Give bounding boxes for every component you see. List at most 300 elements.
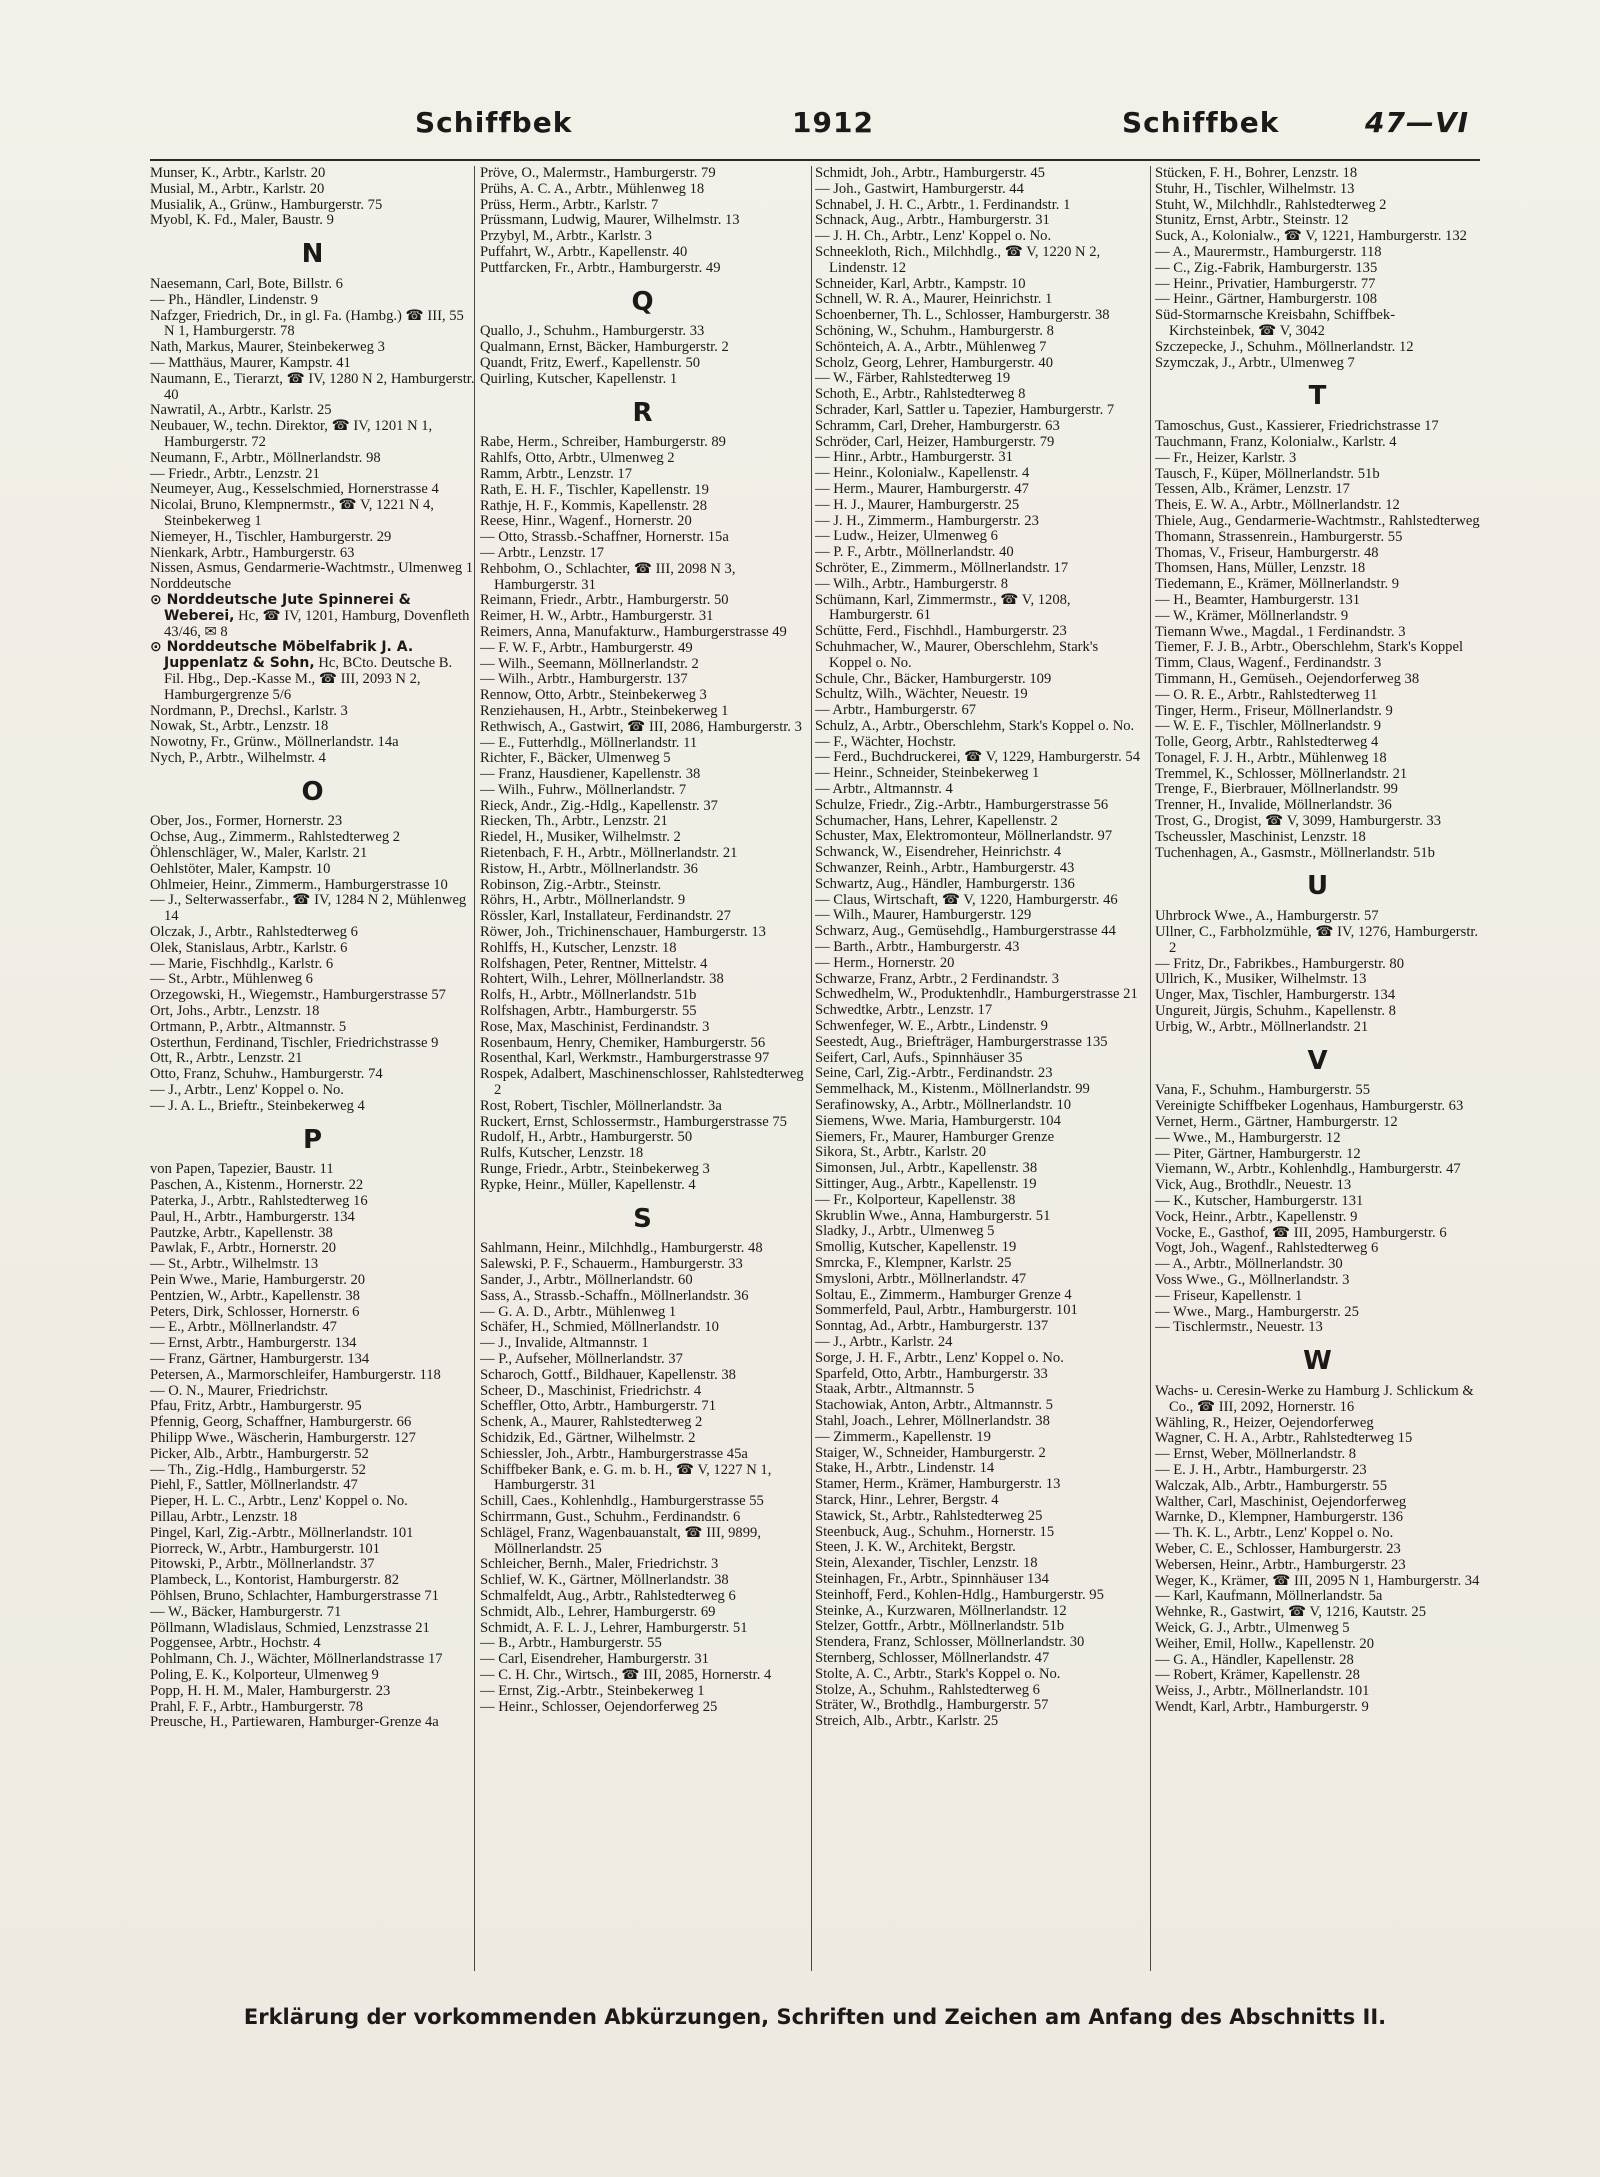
directory-entry: — Fritz, Dr., Fabrikbes., Hamburgerstr. 80: [1155, 955, 1405, 972]
directory-entry: Tolle, Georg, Arbtr., Rahlstedterweg 4: [1155, 734, 1379, 751]
directory-entry: Vernet, Herm., Gärtner, Hamburgerstr. 12: [1155, 1114, 1398, 1131]
directory-entry: Wehnke, R., Gastwirt, ☎ V, 1216, Kautstr. 25: [1155, 1604, 1427, 1621]
directory-entry: Sternberg, Schlosser, Möllnerlandstr. 47: [815, 1649, 1050, 1666]
directory-entry: Trenge, F., Bierbrauer, Möllnerlandstr. 99: [1155, 781, 1398, 798]
directory-entry: Schulze, Friedr., Zig.-Arbtr., Hamburgerstrasse 56: [815, 796, 1109, 813]
directory-entry: Stendera, Franz, Schlosser, Möllnerlandstr. 30: [815, 1634, 1085, 1651]
directory-entry: Wähling, R., Heizer, Oejendorferweg: [1155, 1414, 1374, 1431]
directory-entry: Popp, H. H. M., Maler, Hamburgerstr. 23: [150, 1682, 391, 1699]
directory-entry: Sorge, J. H. F., Arbtr., Lenz' Koppel o. No.: [815, 1349, 1064, 1366]
directory-entry: — Franz, Hausdiener, Kapellenstr. 38: [480, 766, 701, 783]
directory-entry: Sträter, W., Brothdlg., Hamburgerstr. 57: [815, 1697, 1049, 1714]
directory-entry: — W., Krämer, Möllnerlandstr. 9: [1155, 607, 1349, 624]
directory-entry: Vick, Aug., Brothdlr., Neuestr. 13: [1155, 1177, 1352, 1194]
directory-entry: — Wilh., Arbtr., Hamburgerstr. 137: [480, 671, 688, 688]
directory-entry: Schöning, W., Schuhm., Hamburgerstr. 8: [815, 322, 1054, 339]
directory-entry: Schiessler, Joh., Arbtr., Hamburgerstrasse 45a: [480, 1445, 748, 1462]
section-letter: O: [301, 776, 324, 807]
directory-entry: Poling, E. K., Kolporteur, Ulmenweg 9: [150, 1666, 379, 1683]
directory-entry: Reimers, Anna, Manufakturw., Hamburgerstrasse 49: [480, 623, 787, 640]
directory-entry: Schuhmacher, W., Maurer, Oberschlehm, Stark's Koppel o. No.: [815, 638, 1099, 671]
directory-entry: — Tischlermstr., Neuestr. 13: [1155, 1319, 1323, 1336]
directory-entry: Röwer, Joh., Trichinenschauer, Hamburgerstr. 13: [480, 924, 766, 941]
directory-entry: Weger, K., Krämer, ☎ III, 2095 N 1, Hamburgerstr. 34: [1155, 1572, 1480, 1589]
directory-entry: Rolfs, H., Arbtr., Möllnerlandstr. 51b: [480, 987, 697, 1004]
directory-entry: Reimer, H. W., Arbtr., Hamburgerstr. 31: [480, 608, 714, 625]
column-divider: [1150, 166, 1151, 1971]
directory-entry: Schwedhelm, W., Produktenhdlr., Hamburgerstrasse 21: [815, 986, 1138, 1003]
directory-entry: Nienkark, Arbtr., Hamburgerstr. 63: [150, 544, 355, 561]
directory-entry: Vereinigte Schiffbeker Logenhaus, Hamburgerstr. 63: [1155, 1098, 1464, 1115]
directory-entry: Süd-Stormarnsche Kreisbahn, Schiffbek-Kirchsteinbek, ☎ V, 3042: [1155, 307, 1396, 339]
directory-entry: — Heinr., Gärtner, Hamburgerstr. 108: [1155, 291, 1378, 308]
directory-entry: Schwarze, Franz, Arbtr., 2 Ferdinandstr. 3: [815, 970, 1059, 987]
header-place-right: Schiffbek: [1122, 106, 1280, 139]
directory-entry: — W., Bäcker, Hamburgerstr. 71: [150, 1603, 342, 1620]
directory-entry: Schidzik, Ed., Gärtner, Wilhelmstr. 2: [480, 1429, 696, 1446]
directory-entry: Piehl, F., Sattler, Möllnerlandstr. 47: [150, 1477, 358, 1494]
directory-entry: Schnabel, J. H. C., Arbtr., 1. Ferdinandstr. 1: [815, 196, 1071, 213]
directory-entry: Pfau, Fritz, Arbtr., Hamburgerstr. 95: [150, 1398, 362, 1415]
directory-entry: Tauchmann, Franz, Kolonialw., Karlstr. 4: [1155, 433, 1397, 450]
directory-entry: — Hinr., Arbtr., Hamburgerstr. 31: [815, 449, 1013, 466]
column-1: [150, 166, 475, 1976]
directory-entry: Starck, Hinr., Lehrer, Bergstr. 4: [815, 1491, 999, 1508]
directory-entry: Rosenthal, Karl, Werkmstr., Hamburgerstrasse 97: [480, 1050, 770, 1067]
directory-entry: — Th., Zig.-Hdlg., Hamburgerstr. 52: [150, 1461, 366, 1478]
directory-entry: Nowak, St., Arbtr., Lenzstr. 18: [150, 718, 329, 735]
directory-entry: Nordmann, P., Drechsl., Karlstr. 3: [150, 702, 348, 719]
directory-entry: — H. J., Maurer, Hamburgerstr. 25: [815, 496, 1020, 513]
directory-entry: Smollig, Kutscher, Kapellenstr. 19: [815, 1239, 1017, 1256]
page-header: [150, 106, 1480, 148]
directory-entry: Osterthun, Ferdinand, Tischler, Friedrichstrasse 9: [150, 1034, 439, 1051]
directory-entry: — F. W. F., Arbtr., Hamburgerstr. 49: [480, 639, 693, 656]
directory-entry: Tessen, Alb., Krämer, Lenzstr. 17: [1155, 481, 1350, 498]
directory-entry: Serafinowsky, A., Arbtr., Möllnerlandstr. 10: [815, 1097, 1072, 1114]
directory-entry: — P., Aufseher, Möllnerlandstr. 37: [480, 1350, 683, 1367]
directory-entry: — Franz, Gärtner, Hamburgerstr. 134: [150, 1350, 370, 1367]
directory-entry: Naesemann, Carl, Bote, Billstr. 6: [150, 275, 343, 292]
directory-entry: Pöhlsen, Bruno, Schlachter, Hamburgerstrasse 71: [150, 1587, 439, 1604]
directory-entry: Simonsen, Jul., Arbtr., Kapellenstr. 38: [815, 1160, 1038, 1177]
directory-entry: — Th. K. L., Arbtr., Lenz' Koppel o. No.: [1155, 1525, 1394, 1542]
directory-entry: Szczepecke, J., Schuhm., Möllnerlandstr. 12: [1155, 338, 1414, 355]
directory-entry: Pautzke, Arbtr., Kapellenstr. 38: [150, 1224, 333, 1241]
directory-entry: Soltau, E., Zimmerm., Hamburger Grenze 4: [815, 1286, 1072, 1303]
directory-entry: Weick, G. J., Arbtr., Ulmenweg 5: [1155, 1619, 1350, 1636]
directory-entry: Schümann, Karl, Zimmermstr., ☎ V, 1208, Hamburgerstr. 61: [815, 591, 1071, 624]
directory-entry: — Heinr., Kolonialw., Kapellenstr. 4: [815, 465, 1030, 482]
directory-entry: Uhrbrock Wwe., A., Hamburgerstr. 57: [1155, 908, 1379, 925]
directory-entry: Suck, A., Kolonialw., ☎ V, 1221, Hamburgerstr. 132: [1155, 228, 1467, 245]
directory-entry: — St., Arbtr., Wilhelmstr. 13: [150, 1256, 319, 1273]
directory-entry: Pitowski, P., Arbtr., Möllnerlandstr. 37: [150, 1556, 375, 1573]
directory-entry: — W. E. F., Tischler, Möllnerlandstr. 9: [1155, 718, 1382, 735]
directory-entry: Schramm, Carl, Dreher, Hamburgerstr. 63: [815, 417, 1060, 434]
directory-entry: Schlief, W. K., Gärtner, Möllnerlandstr. 38: [480, 1572, 729, 1589]
directory-entry: — E., Arbtr., Möllnerlandstr. 47: [150, 1319, 337, 1336]
directory-entry: Steen, J. K. W., Architekt, Bergstr.: [815, 1539, 1016, 1556]
directory-entry: Olczak, J., Arbtr., Rahlstedterweg 6: [150, 924, 358, 941]
directory-entry: Prüssmann, Ludwig, Maurer, Wilhelmstr. 13: [480, 212, 740, 229]
directory-entry: Pillau, Arbtr., Lenzstr. 18: [150, 1508, 298, 1525]
directory-entry: Sittinger, Aug., Arbtr., Kapellenstr. 19: [815, 1176, 1037, 1192]
directory-entry: Smrcka, F., Klempner, Karlstr. 25: [815, 1254, 1012, 1271]
directory-entry: Rethwisch, A., Gastwirt, ☎ III, 2086, Hamburgerstr. 3: [480, 718, 802, 735]
directory-entry: Sonntag, Ad., Arbtr., Hamburgerstr. 137: [815, 1318, 1049, 1335]
directory-entry: Schwanck, W., Eisendreher, Heinrichstr. 4: [815, 844, 1062, 861]
directory-entry: Stahl, Joach., Lehrer, Möllnerlandstr. 38: [815, 1412, 1050, 1429]
directory-entry: Pawlak, F., Arbtr., Hornerstr. 20: [150, 1240, 337, 1257]
directory-entry: — Arbtr., Hamburgerstr. 67: [815, 702, 977, 719]
directory-entry: Ungureit, Jürgis, Schuhm., Kapellenstr. 8: [1155, 1003, 1396, 1020]
directory-entry: Sommerfeld, Paul, Arbtr., Hamburgerstr. 101: [815, 1302, 1078, 1319]
directory-entry: Ott, R., Arbtr., Lenzstr. 21: [150, 1050, 303, 1067]
directory-entry: Stolze, A., Schuhm., Rahlstedterweg 6: [815, 1681, 1040, 1698]
directory-entry: — Ph., Händler, Lindenstr. 9: [150, 291, 319, 308]
directory-entry: Rose, Max, Maschinist, Ferdinandstr. 3: [480, 1018, 710, 1035]
directory-entry: — Robert, Krämer, Kapellenstr. 28: [1155, 1667, 1360, 1684]
directory-entry: Smysloni, Arbtr., Möllnerlandstr. 47: [815, 1270, 1027, 1287]
directory-entry: Neubauer, W., techn. Direktor, ☎ IV, 1201 N 1, Hamburgerstr. 72: [150, 418, 433, 450]
directory-entry: Ruckert, Ernst, Schlossermstr., Hamburgerstrasse 75: [480, 1113, 787, 1130]
directory-entry: Nawratil, A., Arbtr., Karlstr. 25: [150, 402, 332, 419]
directory-entry: Pentzien, W., Arbtr., Kapellenstr. 38: [150, 1287, 360, 1304]
directory-entry: Wachs- u. Ceresin-Werke zu Hamburg J. Schlickum & Co., ☎ III, 2092, Hornerstr. 16: [1155, 1382, 1474, 1415]
directory-entry: Stamer, Herm., Krämer, Hamburgerstr. 13: [815, 1476, 1061, 1493]
directory-entry: Warnke, D., Klempner, Hamburgerstr. 136: [1155, 1509, 1404, 1526]
directory-entry: Myobl, K. Fd., Maler, Baustr. 9: [150, 212, 334, 229]
directory-entry: Ullner, C., Farbholzmühle, ☎ IV, 1276, Hamburgerstr. 2: [1155, 924, 1479, 956]
directory-entry: Schule, Chr., Bäcker, Hamburgerstr. 109: [815, 670, 1052, 687]
directory-entry: Schulz, A., Arbtr., Oberschlehm, Stark's Koppel o. No.: [815, 717, 1135, 734]
column-divider: [474, 166, 475, 1971]
directory-entry: Stelzer, Gottfr., Arbtr., Möllnerlandstr. 51b: [815, 1618, 1065, 1635]
directory-entry: Niemeyer, H., Tischler, Hamburgerstr. 29: [150, 528, 392, 545]
directory-entry: — Matthäus, Maurer, Kampstr. 41: [150, 354, 351, 371]
directory-entry: Seine, Carl, Zig.-Arbtr., Ferdinandstr. 23: [815, 1065, 1053, 1082]
directory-entry: Trost, G., Drogist, ☎ V, 3099, Hamburgerstr. 33: [1155, 813, 1442, 830]
directory-entry: — Marie, Fischhdlg., Karlstr. 6: [150, 955, 334, 972]
directory-entry: Viemann, W., Arbtr., Kohlenhdlg., Hamburgerstr. 47: [1155, 1161, 1461, 1178]
directory-entry: — Friseur, Kapellenstr. 1: [1155, 1287, 1303, 1304]
directory-entry: Schirrmann, Gust., Schuhm., Ferdinandstr. 6: [480, 1508, 741, 1525]
directory-entry: — Ludw., Heizer, Ulmenweg 6: [815, 528, 998, 545]
directory-entry: Theis, E. W. A., Arbtr., Möllnerlandstr. 12: [1155, 497, 1400, 514]
directory-entry: Schmidt, A. F. L. J., Lehrer, Hamburgerstr. 51: [480, 1619, 748, 1636]
directory-entry: — B., Arbtr., Hamburgerstr. 55: [480, 1635, 662, 1652]
directory-entry: Schönteich, A. A., Arbtr., Mühlenweg 7: [815, 338, 1047, 355]
directory-entry: — Piter, Gärtner, Hamburgerstr. 12: [1155, 1145, 1361, 1162]
entry-text: Hc, ☎ IV, 1201, Hamburg, Dovenfleth 43/46, ✉ 8: [164, 607, 470, 640]
directory-entry: Preusche, H., Partiewaren, Hamburger-Grenze 4a: [150, 1714, 439, 1731]
directory-entry: — O. R. E., Arbtr., Rahlstedterweg 11: [1155, 686, 1378, 703]
directory-entry: Otto, Franz, Schuhw., Hamburgerstr. 74: [150, 1066, 383, 1083]
directory-entry: Schwarz, Aug., Gemüsehdlg., Hamburgerstrasse 44: [815, 923, 1116, 940]
column-3: [815, 166, 1140, 1976]
directory-entry: — Heinr., Schneider, Steinbekerweg 1: [815, 765, 1040, 782]
directory-entry: Rietenbach, F. H., Arbtr., Möllnerlandstr. 21: [480, 845, 738, 862]
directory-entry: Prühs, A. C. A., Arbtr., Mühlenweg 18: [480, 180, 705, 197]
directory-entry: Sparfeld, Otto, Arbtr., Hamburgerstr. 33: [815, 1365, 1048, 1382]
directory-entry: Paul, H., Arbtr., Hamburgerstr. 134: [150, 1208, 355, 1225]
directory-entry: — Wwe., M., Hamburgerstr. 12: [1155, 1129, 1341, 1146]
directory-entry: Tremmel, K., Schlosser, Möllnerlandstr. 21: [1155, 765, 1408, 782]
directory-entry: Rathje, H. F., Kommis, Kapellenstr. 28: [480, 497, 708, 514]
directory-entry: Stunitz, Ernst, Arbtr., Steinstr. 12: [1155, 212, 1349, 229]
directory-entry: Ochse, Aug., Zimmerm., Rahlstedterweg 2: [150, 829, 401, 846]
section-letter: W: [1303, 1346, 1332, 1377]
directory-entry: Steinhoff, Ferd., Kohlen-Hdlg., Hamburgerstr. 95: [815, 1586, 1104, 1603]
header-year: 1912: [792, 106, 874, 139]
directory-entry: Timmann, H., Gemüseh., Oejendorferweg 38: [1155, 670, 1420, 687]
firm-name: ⊙ Norddeutsche Jute Spinnerei & Weberei,: [150, 591, 411, 624]
directory-entry: Streich, Alb., Arbtr., Karlstr. 25: [815, 1713, 999, 1730]
directory-entry: Walther, Carl, Maschinist, Oejendorferweg: [1155, 1493, 1407, 1510]
directory-entry: Thiele, Aug., Gendarmerie-Wachtmstr., Rahlstedterweg: [1155, 512, 1480, 529]
directory-entry: Vock, Heinr., Arbtr., Kapellenstr. 9: [1155, 1208, 1358, 1225]
directory-entry: Plambeck, L., Kontorist, Hamburgerstr. 82: [150, 1572, 400, 1589]
directory-entry: — K., Kutscher, Hamburgerstr. 131: [1155, 1193, 1364, 1210]
directory-entry: Rabe, Herm., Schreiber, Hamburgerstr. 89: [480, 434, 726, 451]
directory-entry: Rudolf, H., Arbtr., Hamburgerstr. 50: [480, 1129, 693, 1146]
directory-entry: Weber, C. E., Schlosser, Hamburgerstr. 23: [1155, 1540, 1401, 1557]
directory-entry: Rohtert, Wilh., Lehrer, Möllnerlandstr. 38: [480, 971, 724, 988]
directory-entry: — A., Arbtr., Möllnerlandstr. 30: [1155, 1256, 1343, 1273]
directory-entry: Seifert, Carl, Aufs., Spinnhäuser 35: [815, 1049, 1023, 1066]
directory-entry: [150, 593, 475, 640]
directory-entry: — Herm., Hornerstr. 20: [815, 954, 955, 971]
directory-entry: — Fr., Heizer, Karlstr. 3: [1155, 449, 1297, 466]
directory-entry: Weiss, J., Arbtr., Möllnerlandstr. 101: [1155, 1683, 1370, 1700]
directory-entry: Seestedt, Aug., Briefträger, Hamburgerstrasse 135: [815, 1033, 1108, 1050]
directory-entry: Rypke, Heinr., Müller, Kapellenstr. 4: [480, 1176, 696, 1193]
directory-entry: — C., Zig.-Fabrik, Hamburgerstr. 135: [1155, 259, 1378, 276]
directory-entry: Stake, H., Arbtr., Lindenstr. 14: [815, 1460, 995, 1477]
directory-entry: Rulfs, Kutscher, Lenzstr. 18: [480, 1145, 644, 1162]
directory-entry: — Wilh., Arbtr., Hamburgerstr. 8: [815, 575, 1009, 592]
directory-entry: Pieper, H. L. C., Arbtr., Lenz' Koppel o. No.: [150, 1493, 408, 1510]
directory-entry: Scholz, Georg, Lehrer, Hamburgerstr. 40: [815, 354, 1053, 371]
directory-entry: Puttfarcken, Fr., Arbtr., Hamburgerstr. 49: [480, 259, 721, 276]
directory-entry: Schäfer, H., Schmied, Möllnerlandstr. 10: [480, 1319, 719, 1336]
directory-entry: Pöllmann, Wladislaus, Schmied, Lenzstrasse 21: [150, 1619, 430, 1636]
directory-entry: — Ernst, Zig.-Arbtr., Steinbekerweg 1: [480, 1682, 705, 1699]
directory-entry: Rössler, Karl, Installateur, Ferdinandstr. 27: [480, 908, 731, 925]
directory-entry: Rolfshagen, Arbtr., Hamburgerstr. 55: [480, 1003, 697, 1020]
directory-entry: Paschen, A., Kistenm., Hornerstr. 22: [150, 1177, 364, 1194]
directory-entry: Reese, Hinr., Wagenf., Hornerstr. 20: [480, 513, 692, 530]
directory-entry: — Otto, Strassb.-Schaffner, Hornerstr. 15a: [480, 529, 729, 546]
directory-entry: Tausch, F., Küper, Möllnerlandstr. 51b: [1155, 465, 1380, 482]
directory-entry: Schmalfeldt, Aug., Arbtr., Rahlstedterweg 6: [480, 1587, 736, 1604]
directory-entry: — F., Wächter, Hochstr.: [815, 733, 957, 750]
section-letter: S: [633, 1203, 652, 1234]
directory-entry: Schwenfeger, W. E., Arbtr., Lindenstr. 9: [815, 1018, 1048, 1035]
directory-entry: — J., Arbtr., Lenz' Koppel o. No.: [150, 1082, 344, 1099]
directory-entry: Timm, Claus, Wagenf., Ferdinandstr. 3: [1155, 655, 1382, 672]
directory-entry: Sass, A., Strassb.-Schaffn., Möllnerlandstr. 36: [480, 1287, 749, 1304]
directory-entry: Petersen, A., Marmorschleifer, Hamburgerstr. 118: [150, 1366, 441, 1383]
directory-entry: Ristow, H., Arbtr., Möllnerlandstr. 36: [480, 860, 698, 877]
directory-entry: Schleicher, Bernh., Maler, Friedrichstr. 3: [480, 1556, 719, 1573]
directory-entry: Pingel, Karl, Zig.-Arbtr., Möllnerlandstr. 101: [150, 1524, 414, 1541]
directory-entry: Rieck, Andr., Zig.-Hdlg., Kapellenstr. 37: [480, 797, 718, 814]
directory-entry: Richter, F., Bäcker, Ulmenweg 5: [480, 750, 671, 767]
directory-entry: — W., Färber, Rahlstedterweg 19: [815, 370, 1011, 387]
section-letter: Q: [631, 286, 654, 317]
directory-entry: Trenner, H., Invalide, Möllnerlandstr. 36: [1155, 797, 1392, 814]
directory-entry: Schwanzer, Reinh., Arbtr., Hamburgerstr. 43: [815, 860, 1075, 877]
directory-entry: Musialik, A., Grünw., Hamburgerstr. 75: [150, 196, 383, 213]
directory-entry: — G. A., Händler, Kapellenstr. 28: [1155, 1651, 1354, 1668]
directory-entry: — J., Selterwasserfabr., ☎ IV, 1284 N 2, Mühlenweg 14: [150, 892, 467, 925]
directory-entry: Przybyl, M., Arbtr., Karlstr. 3: [480, 228, 652, 245]
directory-entry: Pein Wwe., Marie, Hamburgerstr. 20: [150, 1272, 366, 1288]
directory-entry: Steinke, A., Kurzwaren, Möllnerlandstr. 12: [815, 1602, 1067, 1619]
directory-entry: Stein, Alexander, Tischler, Lenzstr. 18: [815, 1555, 1038, 1572]
directory-entry: Orzegowski, H., Wiegemstr., Hamburgerstrasse 57: [150, 987, 446, 1004]
directory-entry: — Ernst, Weber, Möllnerlandstr. 8: [1155, 1446, 1357, 1463]
directory-entry: Wagner, C. H. A., Arbtr., Rahlstedterweg 15: [1155, 1430, 1413, 1447]
directory-entry: Olek, Stanislaus, Arbtr., Karlstr. 6: [150, 939, 348, 956]
directory-entry: — Ernst, Arbtr., Hamburgerstr. 134: [150, 1335, 357, 1352]
directory-entry: Voss Wwe., G., Möllnerlandstr. 3: [1155, 1272, 1350, 1288]
directory-entry: — P. F., Arbtr., Möllnerlandstr. 40: [815, 544, 1014, 561]
directory-entry: — Wilh., Seemann, Möllnerlandstr. 2: [480, 655, 699, 672]
firm-name: ⊙ Norddeutsche Möbelfabrik J. A. Juppenlatz & Sohn,: [150, 639, 414, 672]
directory-entry: Prüss, Herm., Arbtr., Karlstr. 7: [480, 196, 659, 213]
directory-entry: — E. J. H., Arbtr., Hamburgerstr. 23: [1155, 1461, 1367, 1478]
directory-entry: Quandt, Fritz, Ewerf., Kapellenstr. 50: [480, 354, 701, 371]
directory-entry: Pröve, O., Malermstr., Hamburgerstr. 79: [480, 166, 716, 181]
directory-entry: Siemers, Fr., Maurer, Hamburger Grenze: [815, 1128, 1055, 1145]
directory-entry: Thomsen, Hans, Müller, Lenzstr. 18: [1155, 560, 1366, 577]
directory-entry: — J., Invalide, Altmannstr. 1: [480, 1335, 649, 1352]
directory-entry: Schoth, E., Arbtr., Rahlstedterweg 8: [815, 386, 1026, 403]
directory-entry: — J., Arbtr., Karlstr. 24: [815, 1333, 953, 1350]
directory-entry: — O. N., Maurer, Friedrichstr.: [150, 1382, 329, 1399]
directory-entry: Tinger, Herm., Friseur, Möllnerlandstr. 9: [1155, 702, 1393, 719]
column-4: [1155, 166, 1480, 1976]
directory-entry: — A., Maurermstr., Hamburgerstr. 118: [1155, 243, 1382, 260]
directory-entry: Quallo, J., Schuhm., Hamburgerstr. 33: [480, 323, 705, 340]
directory-entry: — G. A. D., Arbtr., Mühlenweg 1: [480, 1303, 677, 1320]
directory-entry: — J. H., Zimmerm., Hamburgerstr. 23: [815, 512, 1039, 529]
directory-entry: Tiemer, F. J. B., Arbtr., Oberschlehm, Stark's Koppel: [1155, 639, 1464, 656]
directory-entry: Nych, P., Arbtr., Wilhelmstr. 4: [150, 749, 326, 766]
header-place-left: Schiffbek: [415, 106, 573, 139]
directory-entry: Ort, Johs., Arbtr., Lenzstr. 18: [150, 1003, 320, 1020]
directory-entry: Scheer, D., Maschinist, Friedrichstr. 4: [480, 1382, 702, 1399]
directory-entry: Schütte, Ferd., Fischhdl., Hamburgerstr. 23: [815, 623, 1067, 640]
directory-entry: — Wilh., Fuhrw., Möllnerlandstr. 7: [480, 781, 687, 798]
directory-entry: Szymczak, J., Arbtr., Ulmenweg 7: [1155, 354, 1355, 371]
directory-entry: — Claus, Wirtschaft, ☎ V, 1220, Hamburgerstr. 46: [815, 891, 1118, 908]
directory-entry: Ortmann, P., Arbtr., Altmannstr. 5: [150, 1018, 347, 1035]
directory-entry: Urbig, W., Arbtr., Möllnerlandstr. 21: [1155, 1018, 1369, 1035]
directory-entry: Tscheussler, Maschinist, Lenzstr. 18: [1155, 828, 1366, 845]
directory-entry: Thomann, Strassenrein., Hamburgerstr. 55: [1155, 528, 1403, 545]
directory-entry: Nath, Markus, Maurer, Steinbekerweg 3: [150, 339, 385, 356]
section-letter: V: [1307, 1045, 1328, 1076]
directory-entry: — J. H. Ch., Arbtr., Lenz' Koppel o. No.: [815, 228, 1052, 245]
directory-entry: Tonagel, F. J. H., Arbtr., Mühlenweg 18: [1155, 749, 1387, 766]
directory-entry: Schlägel, Franz, Wagenbauanstalt, ☎ III, 9899, Möllnerlandstr. 25: [480, 1524, 761, 1557]
section-letter: R: [632, 397, 653, 428]
directory-entry: — Ferd., Buchdruckerei, ☎ V, 1229, Hamburgerstr. 54: [815, 749, 1140, 766]
directory-entry: Schiffbeker Bank, e. G. m. b. H., ☎ V, 1227 N 1, Hamburgerstr. 31: [480, 1461, 772, 1494]
directory-entry: Rahlfs, Otto, Arbtr., Ulmenweg 2: [480, 450, 675, 467]
directory-entry: — J. A. L., Brieftr., Steinbekerweg 4: [150, 1097, 365, 1114]
directory-entry: Sladky, J., Arbtr., Ulmenweg 5: [815, 1223, 995, 1240]
directory-entry: Salewski, P. F., Schauerm., Hamburgerstr. 33: [480, 1256, 743, 1273]
directory-entry: Schwedtke, Arbtr., Lenzstr. 17: [815, 1002, 993, 1019]
directory-entry: — Herm., Maurer, Hamburgerstr. 47: [815, 480, 1029, 497]
directory-entry: — Joh., Gastwirt, Hamburgerstr. 44: [815, 180, 1024, 197]
section-letter: N: [301, 239, 324, 270]
directory-entry: Tuchenhagen, A., Gasmstr., Möllnerlandstr. 51b: [1155, 844, 1435, 861]
directory-entry: Peters, Dirk, Schlosser, Hornerstr. 6: [150, 1303, 360, 1320]
directory-entry: Vocke, E., Gasthof, ☎ III, 2095, Hamburgerstr. 6: [1155, 1224, 1447, 1241]
directory-entry: Rohlffs, H., Kutscher, Lenzstr. 18: [480, 939, 677, 956]
directory-entry: Prahl, F. F., Arbtr., Hamburgerstr. 78: [150, 1698, 364, 1715]
directory-entry: Norddeutsche: [150, 576, 232, 593]
directory-entry: Paterka, J., Arbtr., Rahlstedterweg 16: [150, 1193, 368, 1210]
directory-entry: Rolfshagen, Peter, Rentner, Mittelstr. 4: [480, 955, 708, 972]
section-letter: U: [1306, 871, 1329, 902]
directory-entry: Staiger, W., Schneider, Hamburgerstr. 2: [815, 1444, 1046, 1461]
directory-entry: Stuhr, H., Tischler, Wilhelmstr. 13: [1155, 180, 1355, 197]
directory-entry: Schumacher, Hans, Lehrer, Kapellenstr. 2: [815, 812, 1058, 829]
directory-entry: Skrublin Wwe., Anna, Hamburgerstr. 51: [815, 1207, 1051, 1224]
directory-entry: Scheffler, Otto, Arbtr., Hamburgerstr. 71: [480, 1398, 716, 1415]
directory-entry: — Zimmerm., Kapellenstr. 19: [815, 1428, 991, 1445]
directory-entry: [150, 640, 475, 703]
directory-entry: — Arbtr., Lenzstr. 17: [480, 544, 605, 561]
directory-entry: Puffahrt, W., Arbtr., Kapellenstr. 40: [480, 243, 688, 260]
directory-entry: Rospek, Adalbert, Maschinenschlosser, Rahlstedterweg 2: [480, 1066, 804, 1099]
directory-entry: Philipp Wwe., Wäscherin, Hamburgerstr. 127: [150, 1429, 416, 1446]
directory-entry: Ullrich, K., Musiker, Wilhelmstr. 13: [1155, 971, 1367, 988]
directory-entry: Staak, Arbtr., Altmannstr. 5: [815, 1381, 975, 1398]
directory-entry: Schoenberner, Th. L., Schlosser, Hamburgerstr. 38: [815, 307, 1110, 324]
section-letter: P: [302, 1124, 323, 1155]
directory-entry: Nafzger, Friedrich, Dr., in gl. Fa. (Hambg.) ☎ III, 55 N 1, Hamburgerstr. 78: [150, 307, 464, 340]
directory-entry: Röhrs, H., Arbtr., Möllnerlandstr. 9: [480, 892, 686, 909]
directory-entry: — C. H. Chr., Wirtsch., ☎ III, 2085, Hornerstr. 4: [480, 1666, 772, 1683]
directory-entry: Neumann, F., Arbtr., Möllnerlandstr. 98: [150, 449, 381, 466]
directory-entry: Schenk, A., Maurer, Rahlstedterweg 2: [480, 1414, 703, 1431]
directory-entry: Tiemann Wwe., Magdal., 1 Ferdinandstr. 3: [1155, 623, 1406, 640]
directory-entry: Walczak, Alb., Arbtr., Hamburgerstr. 55: [1155, 1477, 1388, 1494]
directory-entry: Weiher, Emil, Hollw., Kapellenstr. 20: [1155, 1635, 1374, 1652]
directory-entry: Picker, Alb., Arbtr., Hamburgerstr. 52: [150, 1445, 369, 1462]
directory-entry: Schnack, Aug., Arbtr., Hamburgerstr. 31: [815, 212, 1050, 229]
directory-entry: Sahlmann, Heinr., Milchhdlg., Hamburgerstr. 48: [480, 1240, 763, 1257]
directory-entry: Rennow, Otto, Arbtr., Steinbekerweg 3: [480, 687, 707, 704]
directory-entry: Sikora, St., Arbtr., Karlstr. 20: [815, 1144, 987, 1161]
directory-entry: Schmidt, Joh., Arbtr., Hamburgerstr. 45: [815, 166, 1045, 181]
directory-entry: Öhlenschläger, W., Maler, Karlstr. 21: [150, 845, 368, 862]
directory-entry: Ramm, Arbtr., Lenzstr. 17: [480, 465, 633, 482]
directory-entry: Semmelhack, M., Kistenm., Möllnerlandstr. 99: [815, 1081, 1090, 1098]
directory-entry: — Heinr., Schlosser, Oejendorferweg 25: [480, 1698, 718, 1715]
directory-entry: Nowotny, Fr., Grünw., Möllnerlandstr. 14a: [150, 734, 399, 751]
entry-text: Hc, BCto. Deutsche B. Fil. Hbg., Dep.-Kasse M., ☎ III, 2093 N 2, Hamburgergrenze 5/6: [164, 655, 453, 703]
directory-entry: Reimann, Friedr., Arbtr., Hamburgerstr. 50: [480, 592, 729, 609]
